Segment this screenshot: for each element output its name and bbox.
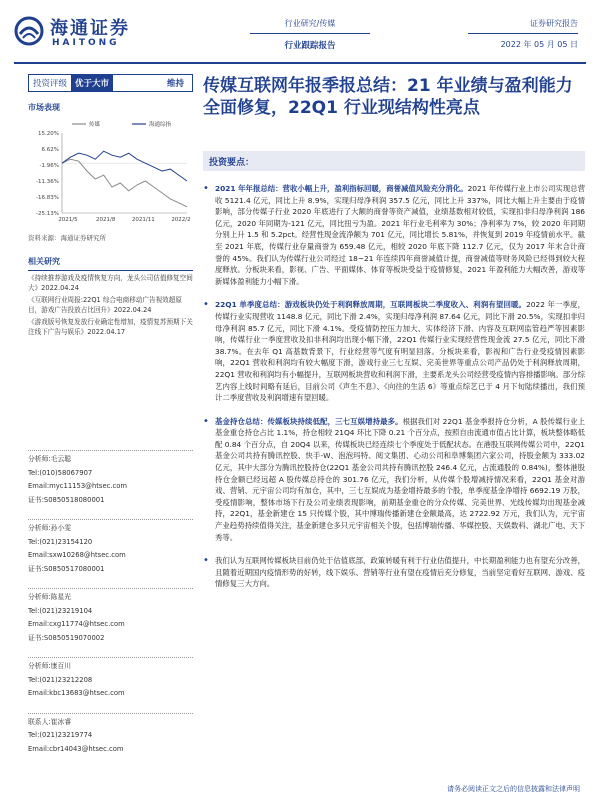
analyst-card — [28, 657, 193, 701]
y-tick-label: -11.36% — [36, 179, 59, 185]
analyst-cert: 证书:S0850518080001 — [28, 495, 105, 504]
report-body — [203, 183, 585, 602]
analyst-name: 分析师:康百川 — [28, 662, 72, 670]
bullet-icon: • — [203, 555, 209, 567]
analyst-email[interactable]: Email:kbc13683@htsec.com — [28, 689, 125, 697]
paragraph-text: 2022 年一季度，传媒行业实现营收 1148.8 亿元，同比下滑 2.4%，实现归母净利润 87.64 亿元，同比下滑 20.5%，实现扣非归母净利润 85.7 亿元，同比下滑 4.1%。受疫情防控压力加大、实体经济下滑、内容及互联网监管趋严等因素影响，传媒行业一季度营收及扣非利润均出现小幅下滑，22Q1 传媒行业实现经营性现金流 27.5 亿元，同比下滑 38.7%。在去年 Q1 高基数背景下，行业经营等气度有明显回落。分板块来看，影视和广告行业受疫情因素影响，22Q1 营收和利润均有较大幅度下滑，游戏行业三七互娱、完美世界等重点公司产品仍处于利润释放周期，22Q1 营收和利润均有小幅提升，互联网板块营收和利润下滑，主要系龙头公司经营受疫情内容排播影响。部分综艺内容上线时间略有延后，目前公司《声生不息》、《向往的生活 6》等重点综艺已于 4 月下旬陆续播出，我们预计二季度营收及利润增速有望回暖。 — [215, 300, 585, 403]
haitong-logo — [14, 14, 164, 52]
legend-label: 海通综指 — [149, 122, 172, 128]
x-tick-label: 2021/5 — [58, 217, 78, 223]
analyst-tel: Tel:(021)23212208 — [28, 675, 93, 684]
x-tick-label: 2021/8 — [95, 217, 116, 223]
bullet-icon: • — [203, 299, 209, 311]
summary-paragraph — [203, 299, 585, 403]
bullet-icon: • — [203, 415, 209, 427]
series-line-0 — [62, 159, 187, 207]
rating-label: 投资评级 — [33, 79, 68, 89]
analyst-tel: Tel:(010)58067907 — [28, 468, 93, 477]
analyst-card — [28, 519, 193, 576]
bullet-icon: • — [203, 183, 209, 194]
analyst-email[interactable]: Email:sxw10268@htsec.com — [28, 551, 126, 559]
header-divider — [14, 62, 586, 64]
analyst-cert: 证书:S0850517080001 — [28, 564, 105, 573]
related-item[interactable]: 《持续推荐游戏及疫情恢复方向，龙头公司估值修复空间大》2022.04.24 — [28, 274, 193, 292]
paragraph-lead: 2021 年年报总结：营收小幅上升，盈利指标回暖，商誉减值风险充分消化。 — [215, 184, 468, 193]
summary-paragraph — [203, 416, 585, 544]
related-title: 相关研究 — [28, 256, 193, 271]
legend-label: 传媒 — [89, 122, 101, 128]
y-tick-label: -25.13% — [36, 211, 59, 217]
key-points-label: 投资要点： — [209, 158, 255, 168]
related-item[interactable]: 《互联网行业周报:22Q1 综合电商移动广告视效超原目，游戏广告投放占比回升》2022.04.24 — [28, 296, 182, 314]
analyst-list — [28, 450, 193, 768]
analyst-email[interactable]: Email:myc11153@htsec.com — [28, 482, 128, 490]
analyst-name: 分析师:毛云聪 — [28, 455, 72, 463]
sidebar — [28, 74, 193, 337]
market-chart — [28, 119, 193, 229]
report-title: 传媒互联网年报季报总结：21 年业绩与盈利能力全面修复，22Q1 行业现结构性亮点 — [203, 76, 573, 118]
market-title: 市场表现 — [28, 103, 60, 112]
y-tick-label: 6.62% — [41, 147, 59, 153]
report-right-type: 证券研究报告 — [468, 18, 578, 34]
haitong-logo-icon — [14, 16, 44, 46]
report-category: 行业研究/传媒 — [250, 18, 370, 34]
logo-text-en: HAITONG — [52, 38, 120, 48]
summary-paragraph — [203, 183, 585, 287]
related-item[interactable]: 《游戏版号恢复发放行业确定性增加，疫情复苏预期下关注线下广告与娱乐》2022.04.17 — [28, 318, 193, 336]
analyst-email[interactable]: Email:cbr14043@htsec.com — [28, 744, 124, 753]
paragraph-lead: 22Q1 单季度总结：游戏板块仍处于利润释放周期，互联网板块二季度收入、利润有望回暖。 — [215, 300, 527, 310]
analyst-email[interactable]: Email:cxg11774@htsec.com — [28, 620, 125, 628]
analyst-card — [28, 713, 193, 757]
chart-source: 资料来源：海通证券研究所 — [28, 234, 106, 242]
paragraph-text: 我们认为互联网传媒板块目前仍处于估值底部，政策转暖有利于行业估值提升，中长期盈利能力也有望充分改善，且随着近期国内疫情形势的好转，线下娱乐、营销等行业有望在疫情后充分修复，当前坚定看好互联网、游戏、疫情修复三大方向。 — [215, 556, 585, 589]
key-points-bar — [203, 151, 585, 171]
analyst-name: 分析师:陈星光 — [28, 593, 72, 601]
analyst-tel: Tel:(021)23154120 — [28, 537, 93, 546]
paragraph-text: 2021 年传媒行业上市公司实现总营收 5121.4 亿元，同比上升 8.9%，实现归母净利润 357.5 亿元，同比上升 337%，同比大幅上升主要由于疫情影响，部分传媒子行业 2020 年底进行了大额的商誉等资产减值，业绩基数相对较低，实现扣非归母净利润 186 亿元，2020 年同期为-121 亿元，同比扭亏为盈。2021 年行业毛利率为 30%；净利率为 7%，较 2020 年同期分别上升 1.5 和 5.2pct。经营性现金流净额为 701 亿元，同比增长 5.81%，并恢复到 2019 年疫情前水平。截至 2021 年底，传媒行业存量商誉为 659.48 亿元，相较 2020 年底下降 112.7 亿元，仅为 2017 年末合计商誉的 45%。我们认为传媒行业公司经过 18~21 年连续四年商誉减值计提，商誉减值等财务风险已经得到较大程度释放。分板块来看，影视、广告、平面媒体、体育等板块受益于疫情修复，2021 年盈利能力大幅改善，游戏等新媒体盈利能力小幅下滑。 — [215, 184, 585, 286]
paragraph-lead: 基金持仓总结：传媒板块持续低配，三七互娱增持最多。 — [215, 416, 403, 426]
analyst-tel: Tel:(021)23219774 — [28, 731, 93, 739]
x-tick-label: 2021/11 — [131, 217, 155, 223]
report-type: 行业跟踪报告 — [284, 41, 336, 51]
y-tick-label: -16.83% — [36, 195, 59, 201]
rating-box — [28, 74, 193, 92]
series-line-1 — [62, 151, 187, 181]
analyst-card — [28, 588, 193, 645]
rating-action: 维持 — [166, 79, 184, 89]
analyst-tel: Tel:(021)23219104 — [28, 606, 93, 615]
analyst-card — [28, 450, 193, 507]
market-chart-svg — [28, 119, 193, 229]
x-tick-label: 2022/2 — [171, 217, 191, 223]
logo-text-cn: 海通证券 — [50, 18, 130, 39]
analyst-name: 分析师:孙小雯 — [28, 524, 72, 532]
y-tick-label: -1.96% — [39, 163, 59, 169]
disclaimer-footer: 请务必阅读正文之后的信息披露和法律声明 — [447, 785, 580, 793]
report-header — [0, 0, 600, 58]
y-tick-label: 15.20% — [38, 131, 59, 137]
paragraph-text: 根据我们对 22Q1 基金季报持仓分析，A 股传媒行业上基金重仓持仓占比 1.1%，持仓相较 21Q4 环比下降 0.21 个百分点，按照自由流通市值占比计算，板块整体略低配 0.84 个百分点，自 20Q4 以来，传媒板块已经连续七个季度处于低配状态。在港股互联网传媒公司中，22Q1 基金公司共持有腾讯控股、快手-W、泡泡玛特、阅文集团、心动公司和阜博集团六家公司，持股金额为 333.02 亿元，其中大部分为腾讯控股持仓(22Q1 基金公司共持有腾讯控股 246.4 亿元，占流通股的 0.84%)，整体港股持仓金额已经远超 A 股传媒总持仓的 301.76 亿元，我们分析，从传媒个股增减持情况来看，22Q1 基金对游戏、营销、元宇宙公司均有加仓，其中，三七互娱成为基金增持最多的个股，单季度基金净增持 6692.19 万股，受疫情影响，整体市场下行及公司业绩表现影响，前期基金重仓的分众传媒、完美世界、光线传媒均出现基金减持，22Q1，基金新建仓 15 只传媒个股，其中博瑞传播新建仓金额最高，达 2722.92 万元，我们认为，元宇宙产业趋势持续值得关注，基金新建仓多只元宇宙相关个股，包括博瑞传播、华媒控股、天娱数科、湖北广电、天下秀等。 — [215, 416, 585, 542]
analyst-name: 联系人:崔冰睿 — [28, 717, 72, 726]
report-date: 2022 年 05 月 05 日 — [500, 40, 578, 49]
summary-paragraph — [203, 555, 585, 590]
rating-value: 优于大市 — [71, 75, 113, 91]
analyst-cert: 证书:S0850519070002 — [28, 633, 105, 642]
